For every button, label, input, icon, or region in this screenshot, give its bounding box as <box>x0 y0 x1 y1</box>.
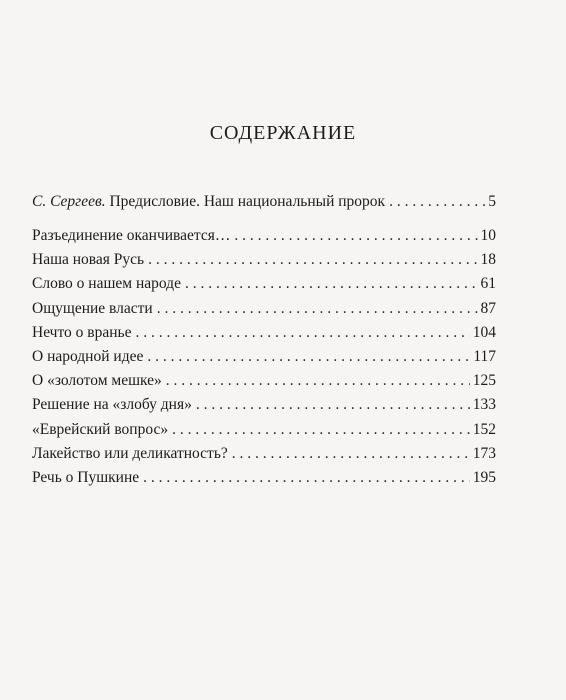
toc-row <box>32 250 496 274</box>
toc-entry-label <box>32 192 385 212</box>
toc-leader-dots <box>232 444 470 464</box>
toc-page-number: 10 <box>480 227 496 244</box>
toc-page-number: 195 <box>472 468 496 486</box>
toc-page-number: 18 <box>480 251 496 269</box>
toc-leader-dots <box>166 371 470 391</box>
toc-row <box>32 274 496 298</box>
toc-row <box>32 468 496 492</box>
toc-entry-title: Решение на «злобу дня» <box>32 396 192 414</box>
toc-entry-title: О «золотом мешке» <box>32 372 162 390</box>
toc-leader-dots <box>196 395 470 415</box>
toc-row <box>32 323 496 347</box>
toc-leader-dots <box>136 323 470 343</box>
toc-row <box>32 371 496 395</box>
toc-leader-dots <box>234 226 477 246</box>
toc-entry-title: Предисловие. Наш национальный пророк <box>109 193 386 210</box>
toc-entry-author: С. Сергеев. <box>32 193 106 210</box>
toc-page-number: 61 <box>480 275 496 293</box>
toc-leader-dots <box>147 347 470 367</box>
toc-page-number: 117 <box>473 347 496 365</box>
toc-leader-dots <box>172 420 470 440</box>
toc-page-number: 5 <box>488 193 496 210</box>
toc-row <box>32 299 496 323</box>
toc-page-number: 133 <box>472 396 496 414</box>
toc-entry-title: Наша новая Русь <box>32 251 145 269</box>
toc-page-number: 173 <box>472 444 496 462</box>
toc-entry-title: Речь о Пушкине <box>32 468 140 486</box>
toc-leader-dots <box>143 468 470 488</box>
toc-row <box>32 347 496 371</box>
toc-entry-title: Разъединение оканчивается… <box>32 227 231 244</box>
toc-page-number: 87 <box>480 299 496 317</box>
toc-leader-dots <box>389 192 485 212</box>
toc-intro-entry <box>32 192 496 218</box>
toc-page-number: 125 <box>472 372 496 390</box>
toc-row <box>32 444 496 468</box>
toc-leader-dots <box>185 274 478 294</box>
toc-leader-dots <box>157 299 478 319</box>
toc-list <box>32 226 496 492</box>
toc-row <box>32 420 496 444</box>
toc-page-number: 104 <box>472 323 496 341</box>
toc-entry-title: Нечто о вранье <box>32 323 132 341</box>
toc-entry-title: О народной идее <box>32 347 144 365</box>
toc-row <box>32 192 496 218</box>
toc-page-number: 152 <box>472 420 496 438</box>
toc-entry-title: Ощущение власти <box>32 299 153 317</box>
page-title: СОДЕРЖАНИЕ <box>209 122 357 144</box>
toc-row <box>32 395 496 419</box>
toc-entry-title: Лакейство или деликатность? <box>32 444 228 462</box>
toc-leader-dots <box>148 250 477 270</box>
toc-entry-title: Слово о нашем народе <box>32 275 181 293</box>
toc-row <box>32 226 496 250</box>
toc-entry-title: «Еврейский вопрос» <box>32 420 169 438</box>
